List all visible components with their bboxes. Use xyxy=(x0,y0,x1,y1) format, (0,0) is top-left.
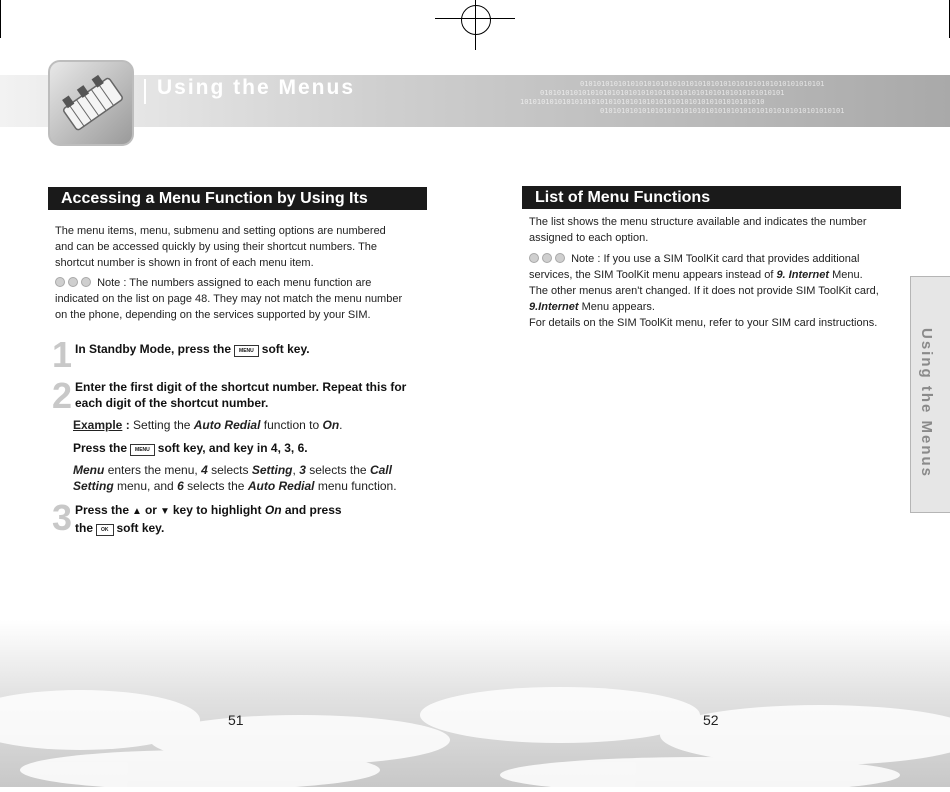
title-divider xyxy=(144,79,146,104)
down-arrow-icon: ▼ xyxy=(159,506,170,517)
menu-key-icon: MENU xyxy=(130,444,155,456)
sim-note-text: Note : If you use a SIM ToolKit card that provides additional services, the SIM ToolKit menu appears instead of 9. Internet Menu. The other menus aren't changed. If it does not provide SIM ToolKit card, 9.Internet Menu appears. xyxy=(529,253,879,313)
list-intro-text: The list shows the menu structure available and indicates the number assigned to each option. xyxy=(529,216,867,244)
registration-mark xyxy=(461,5,491,35)
page-number-left: 51 xyxy=(228,712,244,728)
menu-key-icon: MENU xyxy=(234,345,259,357)
bullet-icon xyxy=(68,277,78,287)
binary-pattern: 0101010101010101010101010101010101010101010101010101010101 0101010101010101010101010101010101010101010101010101010101 1010101010101010101010101010101010101010101010101010101010 0101010101010101010101010101010101010101010101010101010101 xyxy=(520,80,845,115)
bullet-icon xyxy=(529,253,539,263)
side-tab-label: Using the Menus xyxy=(918,328,935,479)
step-number: 1 xyxy=(52,334,73,375)
menu-explanation: Menu enters the menu, 4 selects Setting, 3 selects the Call Setting menu, and 6 selects the Auto Redial menu function. xyxy=(73,463,397,493)
up-arrow-icon: ▲ xyxy=(132,506,142,517)
cloud-background xyxy=(0,620,950,787)
ok-key-icon: OK xyxy=(96,524,114,536)
keypad-icon xyxy=(48,60,134,146)
step-number: 3 xyxy=(52,497,73,538)
bullet-icon xyxy=(55,277,65,287)
section-title-list: List of Menu Functions xyxy=(522,186,901,209)
bullet-icon xyxy=(542,253,552,263)
section-title-shortcut: Accessing a Menu Function by Using Its Shortcut xyxy=(48,187,427,210)
step-1-text: In Standby Mode, press the MENU soft key. xyxy=(75,342,310,356)
step-3-text: Press the ▲ or ▼ key to highlight On and press the OK soft key. xyxy=(75,503,342,535)
bullet-icon xyxy=(555,253,565,263)
page-number-right: 52 xyxy=(703,712,719,728)
press-menu-text: Press the MENU soft key, and key in 4, 3, 6. xyxy=(73,441,308,455)
step-number: 2 xyxy=(52,375,73,416)
page-title: Using the Menus xyxy=(157,76,356,99)
step-2-text: Enter the first digit of the shortcut number. Repeat this for each digit of the shortcut number. xyxy=(75,380,407,410)
details-text: For details on the SIM ToolKit menu, refer to your SIM card instructions. xyxy=(529,317,878,329)
intro-text: The menu items, menu, submenu and setting options are numbered and can be accessed quickly by using their shortcut numbers. The shortcut number is shown in front of each menu item. xyxy=(55,225,386,269)
note-text: Note : The numbers assigned to each menu function are indicated on the list on page 48. They may not match the menu number on the phone, depending on the services supported by your SIM. xyxy=(55,277,403,321)
crop-mark xyxy=(0,0,1,38)
bullet-icon xyxy=(81,277,91,287)
example-text: Example : Setting the Auto Redial function to On. xyxy=(73,418,343,432)
